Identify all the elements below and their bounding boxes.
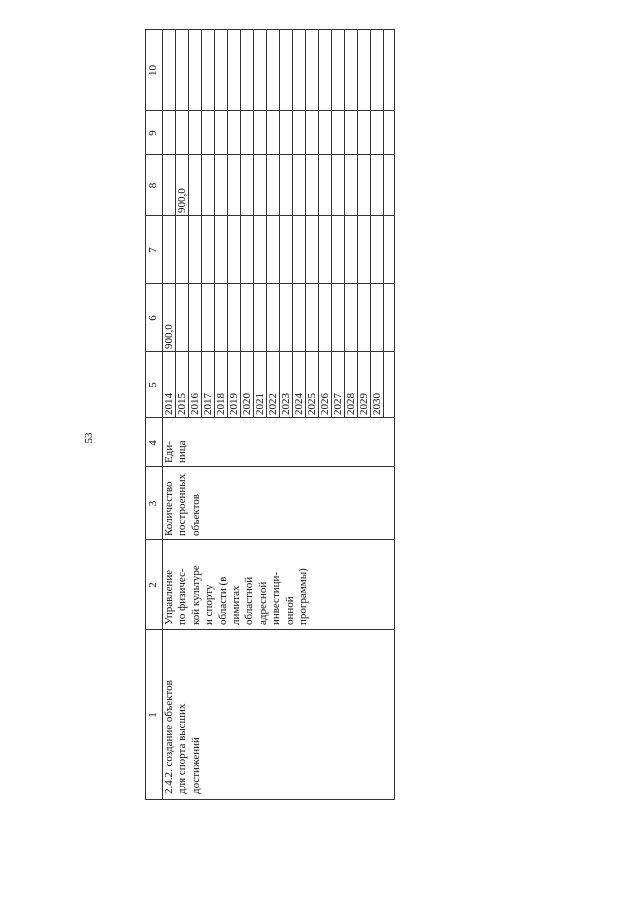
year-cell: 2016 xyxy=(189,393,201,415)
grid-year-hline xyxy=(292,30,293,418)
col6-value-2014: 900,0 xyxy=(163,324,175,349)
year-cell: 2024 xyxy=(293,393,305,415)
grid-year-hline xyxy=(370,30,371,418)
grid-year-hline xyxy=(214,30,215,418)
year-cell: 2029 xyxy=(358,393,370,415)
col8-value-2015: 900,0 xyxy=(176,188,188,213)
page-number: 53 xyxy=(83,432,95,444)
year-cell: 2025 xyxy=(306,393,318,415)
department-line: кой культуре xyxy=(189,565,202,625)
indicator-name xyxy=(163,468,203,536)
year-cell: 2020 xyxy=(241,393,253,415)
department-line: инвестици- xyxy=(270,571,283,625)
col-num-6: 6 xyxy=(147,315,159,321)
grid-year-hline xyxy=(227,30,228,418)
grid-year-hline xyxy=(201,30,202,418)
col-num-4: 4 xyxy=(147,440,159,446)
indicator-line: объектов xyxy=(189,494,202,536)
grid-year-hline xyxy=(266,30,267,418)
grid-year-hline xyxy=(175,30,176,418)
indicator-line: построенных xyxy=(176,473,189,536)
year-cell: 2019 xyxy=(228,393,240,415)
year-cell: 2015 xyxy=(176,393,188,415)
year-cell: 2014 xyxy=(163,393,175,415)
grid-year-hline xyxy=(331,30,332,418)
grid-vline xyxy=(145,539,395,540)
grid-vline xyxy=(145,466,395,467)
col-num-8: 8 xyxy=(147,182,159,189)
grid-year-hline xyxy=(318,30,319,418)
responsible-department xyxy=(163,541,310,625)
grid-year-hline xyxy=(344,30,345,418)
indicator-line: Количество xyxy=(163,481,175,536)
department-line: адресной xyxy=(256,581,269,625)
row-title-line: для спорта высших xyxy=(176,703,189,794)
grid-year-hline xyxy=(357,30,358,418)
grid-year-hline xyxy=(253,30,254,418)
grid-year-hline xyxy=(240,30,241,418)
grid-vline xyxy=(145,799,395,800)
year-cell: 2022 xyxy=(267,393,279,415)
department-line: по физичес- xyxy=(176,568,189,625)
department-line: онной xyxy=(283,596,296,625)
row-title-line: 2.4.2. создание объектов xyxy=(163,680,175,794)
unit-line: ница xyxy=(176,440,189,463)
year-cell: 2021 xyxy=(254,393,266,415)
unit-line: Еди- xyxy=(163,441,175,463)
col-num-9: 9 xyxy=(147,130,159,136)
col-num-1: 1 xyxy=(147,712,159,718)
year-cell: 2028 xyxy=(345,393,357,415)
grid-year-hline xyxy=(305,30,306,418)
row-title xyxy=(163,634,203,794)
department-line: Управление xyxy=(163,569,175,625)
department-line: программы) xyxy=(297,568,310,625)
col-num-2: 2 xyxy=(147,582,159,588)
year-cell: 2027 xyxy=(332,393,344,415)
grid-year-hline xyxy=(188,30,189,418)
row-title-line: достижений xyxy=(189,737,202,794)
grid-year-hline xyxy=(279,30,280,418)
year-cell: 2023 xyxy=(280,393,292,415)
department-line: области (в xyxy=(216,576,229,625)
grid-year-hline xyxy=(383,30,384,418)
department-line: областной xyxy=(243,576,256,625)
year-cell: 2030 xyxy=(371,393,383,415)
grid-hline xyxy=(394,30,395,800)
col-num-3: 3 xyxy=(147,500,159,507)
col-num-10: 10 xyxy=(147,65,159,76)
col-num-5: 5 xyxy=(147,382,159,388)
year-cell: 2026 xyxy=(319,393,331,415)
unit-of-measure xyxy=(163,419,190,463)
data-table xyxy=(145,30,395,800)
year-cell: 2018 xyxy=(215,393,227,415)
department-line: лимитах xyxy=(230,585,243,625)
year-cell: 2017 xyxy=(202,393,214,415)
grid-vline xyxy=(145,629,395,630)
department-line: и спорту xyxy=(203,584,216,625)
col-num-7: 7 xyxy=(147,247,159,253)
